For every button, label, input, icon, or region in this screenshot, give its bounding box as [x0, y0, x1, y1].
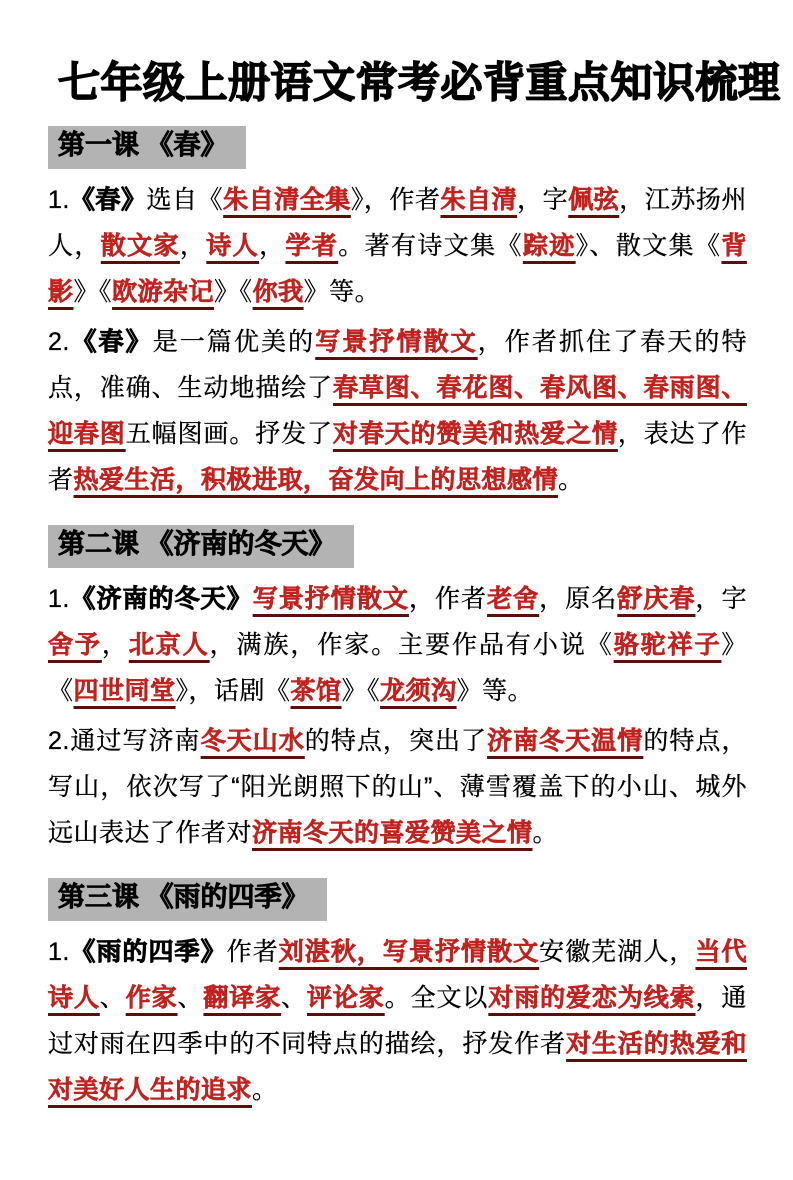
body-text: 是一篇优美的	[152, 328, 316, 357]
body-text: ，作者	[408, 584, 488, 613]
work-title-text: 《济南的冬天》	[69, 584, 253, 613]
highlight-text: 茶馆	[290, 676, 342, 705]
body-text: 。著有诗文集《	[338, 232, 523, 261]
body-text: ，江苏扬州人，	[48, 186, 747, 261]
highlight-text: 春草图、春花图、春风图、春雨图、迎春图	[48, 374, 747, 449]
body-text: 》《	[214, 278, 253, 307]
highlight-text: 北京人	[128, 630, 210, 659]
body-text: ，字	[695, 584, 747, 613]
body-text: ，字	[517, 186, 569, 215]
body-text: ，通过对雨在四季中的不同特点的描绘，抒发作者	[48, 983, 747, 1058]
highlight-text: 龙须沟	[380, 676, 457, 705]
body-text: 安徽芜湖人，	[539, 937, 696, 966]
highlight-text: 济南冬天温情	[487, 726, 644, 755]
work-title-text: 《春》	[69, 186, 147, 215]
highlight-text: 四世同堂	[73, 676, 176, 705]
highlight-text: 对生活的热爱和对美好人生的追求	[48, 1029, 747, 1104]
body-text: 》《	[73, 278, 113, 307]
paragraph	[48, 576, 747, 714]
document-page	[0, 58, 793, 1180]
body-text: ，	[259, 232, 286, 261]
body-text: ，满族，作家。主要作品有小说《	[209, 630, 614, 659]
body-text: 1.	[48, 937, 70, 966]
highlight-text: 对雨的爱恋为线索	[488, 983, 696, 1012]
section-header: 第一课 《春》	[48, 126, 246, 169]
body-text: 》，作者	[350, 186, 441, 215]
body-text: 》等。	[303, 278, 381, 307]
paragraph	[48, 319, 747, 503]
highlight-text: 踪迹	[522, 232, 576, 261]
highlight-text: 朱自清	[440, 186, 518, 215]
body-text: 。全文以	[384, 983, 489, 1012]
highlight-text: 背影	[48, 232, 747, 307]
body-text: 1.	[48, 584, 70, 613]
paragraph	[48, 718, 747, 856]
highlight-text: 散文家	[100, 232, 180, 261]
highlight-text: 朱自清全集	[223, 186, 351, 215]
body-text: 、	[99, 983, 126, 1012]
highlight-text: 写景抒情散文	[315, 328, 478, 357]
highlight-text: 舍予	[48, 630, 102, 659]
body-text: 、	[281, 983, 308, 1012]
lesson-section	[48, 860, 747, 1113]
body-text: 的特点，突出了	[304, 726, 488, 755]
highlight-text: 骆驼祥子	[613, 630, 722, 659]
highlight-text: 翻译家	[203, 983, 282, 1012]
highlight-text: 诗人	[206, 232, 260, 261]
body-text: 》、散文集《	[575, 232, 722, 261]
highlight-text: 欧游杂记	[112, 278, 215, 307]
body-text: 2.	[48, 328, 70, 357]
highlight-text: 写景抒情散文	[252, 584, 409, 613]
paragraph	[48, 929, 747, 1113]
body-text: ，表达了作者	[48, 420, 747, 495]
body-text: 、	[177, 983, 204, 1012]
body-text: 。	[558, 466, 584, 495]
work-title-text: 《春》	[69, 328, 153, 357]
section-header: 第二课 《济南的冬天》	[48, 525, 354, 568]
body-text: 1.	[48, 186, 70, 215]
body-text: 》《	[48, 630, 747, 705]
lesson-section	[48, 507, 747, 856]
highlight-text: 作家	[125, 983, 178, 1012]
body-text: ，	[101, 630, 129, 659]
body-text: 。	[252, 1075, 278, 1104]
page-title: 七年级上册语文常考必背重点知识梳理	[58, 59, 781, 106]
page	[0, 58, 793, 1180]
lesson-section	[48, 108, 747, 503]
highlight-text: 刘湛秋，	[278, 937, 383, 966]
highlight-text: 评论家	[307, 983, 385, 1012]
body-text: ，	[179, 232, 207, 261]
highlight-text: 老舍	[487, 584, 540, 613]
highlight-text: 热爱生活，积极进取，奋发向上的思想感情	[73, 466, 559, 495]
highlight-text: 佩弦	[568, 186, 620, 215]
highlight-text: 学者	[285, 232, 339, 261]
body-text: 五幅图画。抒发了	[125, 420, 333, 449]
body-text: ，原名	[539, 584, 618, 613]
body-text: 作者	[226, 937, 279, 966]
highlight-text: 冬天山水	[200, 726, 305, 755]
body-text: 》《	[341, 676, 381, 705]
body-text: 选自《	[146, 186, 224, 215]
body-text: 2.通过写济南	[48, 726, 201, 755]
body-text: ，作者抓住了春天的特点，准确、生动地描绘了	[48, 328, 747, 403]
body-text: 的特点，写山，依次写了“阳光朗照下的山”、薄雪覆盖下的小山、城外远山表达了作者对	[48, 726, 747, 847]
section-header: 第三课 《雨的四季》	[48, 878, 327, 921]
highlight-text: 当代诗人	[48, 937, 747, 1012]
body-text: 》，话剧《	[175, 676, 291, 705]
highlight-text: 舒庆春	[617, 584, 696, 613]
body-text: 。	[532, 818, 559, 847]
highlight-text: 对春天的赞美和热爱之情	[332, 420, 618, 449]
body-text: 》等。	[456, 676, 534, 705]
highlight-text: 济南冬天的喜爱赞美之情	[252, 818, 533, 847]
work-title-text: 《雨的四季》	[69, 937, 227, 966]
highlight-text: 你我	[252, 278, 304, 307]
highlight-text: 写景抒情散文	[382, 937, 540, 966]
paragraph	[48, 177, 747, 315]
sections-container	[48, 108, 747, 1112]
